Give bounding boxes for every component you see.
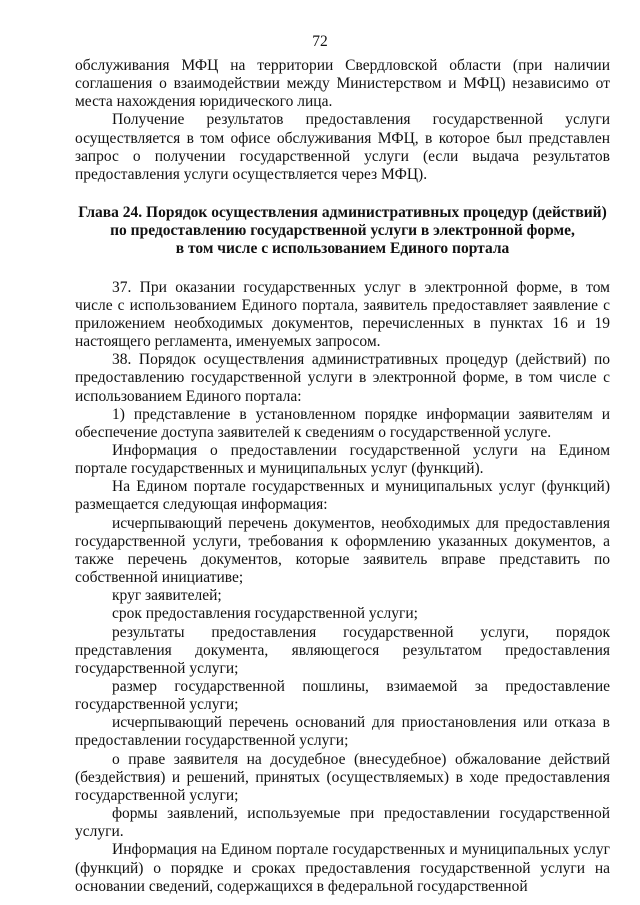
document-body <box>75 57 610 896</box>
chapter-title-line: в том числе с использованием Единого портала <box>175 240 510 258</box>
list-item: о праве заявителя на досудебное (внесудебное) обжалование действий (бездействия) и решений, принятых (осуществляемых) в ходе предоставления государственной услуги; <box>75 750 610 804</box>
paragraph-38: 38. Порядок осуществления административных процедур (действий) по предоставлению государственной услуги в электронной форме, в том числе с использованием Единого портала: <box>75 351 610 405</box>
chapter-title-line: по предоставлению государственной услуги в электронной форме, <box>110 222 575 240</box>
paragraph: обслуживания МФЦ на территории Свердловской области (при наличии соглашения о взаимодействии между Министерством и МФЦ) независимо от места нахождения юридического лица. <box>75 57 610 111</box>
list-item: исчерпывающий перечень оснований для приостановления или отказа в предоставлении государственной услуги; <box>75 714 610 750</box>
list-item: срок предоставления государственной услуги; <box>112 605 418 623</box>
paragraph-37: 37. При оказании государственных услуг в электронной форме, в том числе с использованием Единого портала, заявитель предоставляет заявление с приложением необходимых документов, перечисленных в пунктах 16 и 19 настоящего регламента, именуемых запросом. <box>75 278 610 351</box>
paragraph: Информация на Едином портале государственных и муниципальных услуг (функций) о порядке и сроках предоставления государственной услуги на основании сведений, содержащихся в федеральной государственной <box>75 841 610 895</box>
paragraph: Получение результатов предоставления государственной услуги осуществляется в том офисе обслуживания МФЦ, в которое был представлен запрос о получении государственной услуги (если выдача результатов предоставления услуги осуществляется через МФЦ). <box>75 111 610 183</box>
list-item: исчерпывающий перечень документов, необходимых для предоставления государственной услуги, требования к оформлению указанных документов, а также перечень документов, которые заявитель вправе представить по собственной инициативе; <box>75 514 610 587</box>
list-item: 1) представление в установленном порядке информации заявителям и обеспечение доступа заявителей к сведениям о государственной услуге. <box>75 405 610 441</box>
list-item: формы заявлений, используемые при предоставлении государственной услуги. <box>75 805 610 841</box>
chapter-title <box>75 204 610 258</box>
chapter-title-line: Глава 24. Порядок осуществления административных процедур (действий) <box>78 204 607 222</box>
list-item: результаты предоставления государственной услуги, порядок представления документа, являющегося результатом предоставления государственной услуги; <box>75 623 610 677</box>
paragraph: Информация о предоставлении государственной услуги на Едином портале государственных и муниципальных услуг (функций). <box>75 441 610 478</box>
paragraph: На Едином портале государственных и муниципальных услуг (функций) размещается следующая информация: <box>75 478 610 514</box>
list-item: круг заявителей; <box>112 587 222 605</box>
page-number: 72 <box>312 33 328 50</box>
list-item: размер государственной пошлины, взимаемой за предоставление государственной услуги; <box>75 678 610 714</box>
